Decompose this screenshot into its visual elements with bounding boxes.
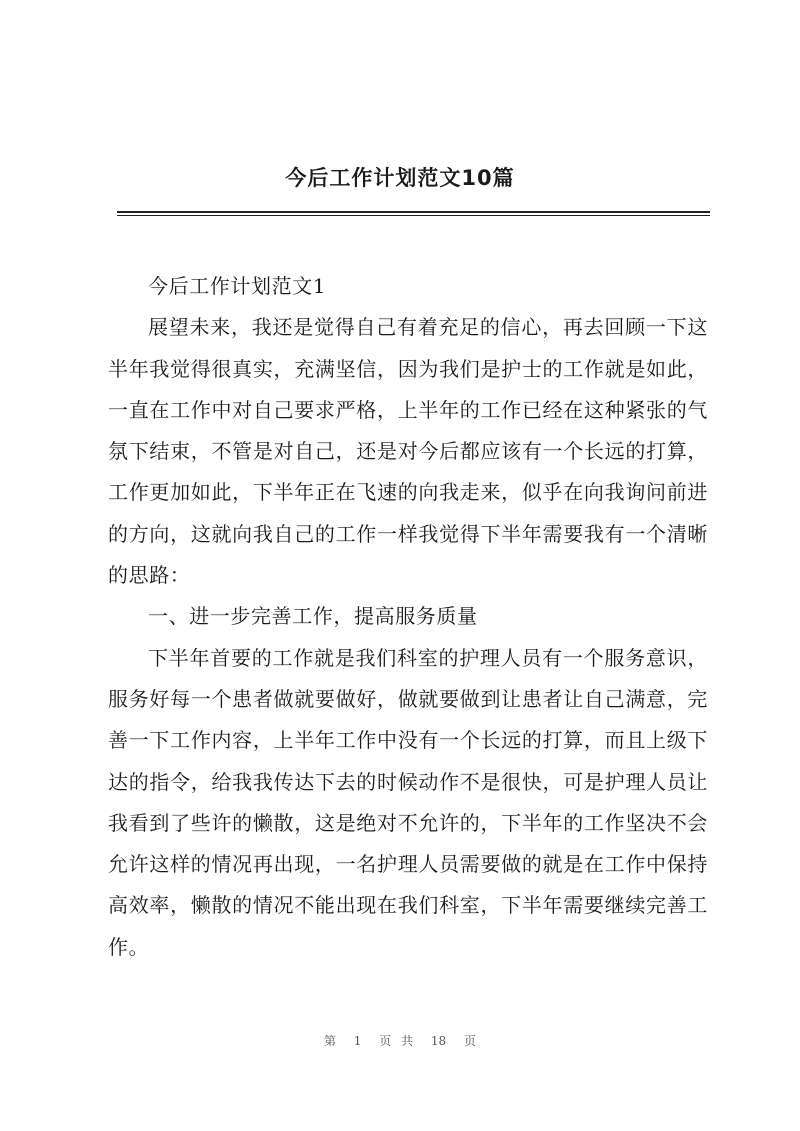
page-footer — [0, 1032, 800, 1049]
document-body — [108, 266, 708, 968]
footer-label-pages: 页 — [464, 1034, 477, 1048]
title-underline — [117, 211, 710, 213]
paragraph: 展望未来，我还是觉得自己有着充足的信心，再去回顾一下这半年我觉得很真实，充满坚信，因为我们是护士的工作就是如此，一直在工作中对自己要求严格，上半年的工作已经在这种紧张的气氛下结束，不管是对自己，还是对今后都应该有一个长远的打算，工作更加如此，下半年正在飞速的向我走来，似乎在向我询问前进的方向，这就向我自己的工作一样我觉得下半年需要我有一个清晰的思路： — [108, 315, 708, 588]
footer-label-page: 第 — [323, 1034, 336, 1048]
footer-total-pages: 18 — [430, 1034, 447, 1048]
footer-label-of: 页 共 — [379, 1034, 414, 1048]
subsection-heading: 一、进一步完善工作，提高服务质量 — [148, 604, 478, 629]
title-underline-thin — [117, 215, 710, 216]
document-title: 今后工作计划范文10篇 — [285, 166, 515, 190]
paragraph: 下半年首要的工作就是我们科室的护理人员有一个服务意识，服务好每一个患者做就要做好，做就要做到让患者让自己满意，完善一下工作内容，上半年工作中没有一个长远的打算，而且上级下达的指令，给我我传达下去的时候动作不是很快，可是护理人员让我看到了些许的懒散，这是绝对不允许的，下半年的工作坚决不会允许这样的情况再出现，一名护理人员需要做的就是在工作中保持高效率，懒散的情况不能出现在我们科室，下半年需要继续完善工作。 — [108, 645, 708, 959]
section-heading: 今后工作计划范文1 — [148, 274, 327, 298]
footer-current-page: 1 — [353, 1034, 362, 1048]
